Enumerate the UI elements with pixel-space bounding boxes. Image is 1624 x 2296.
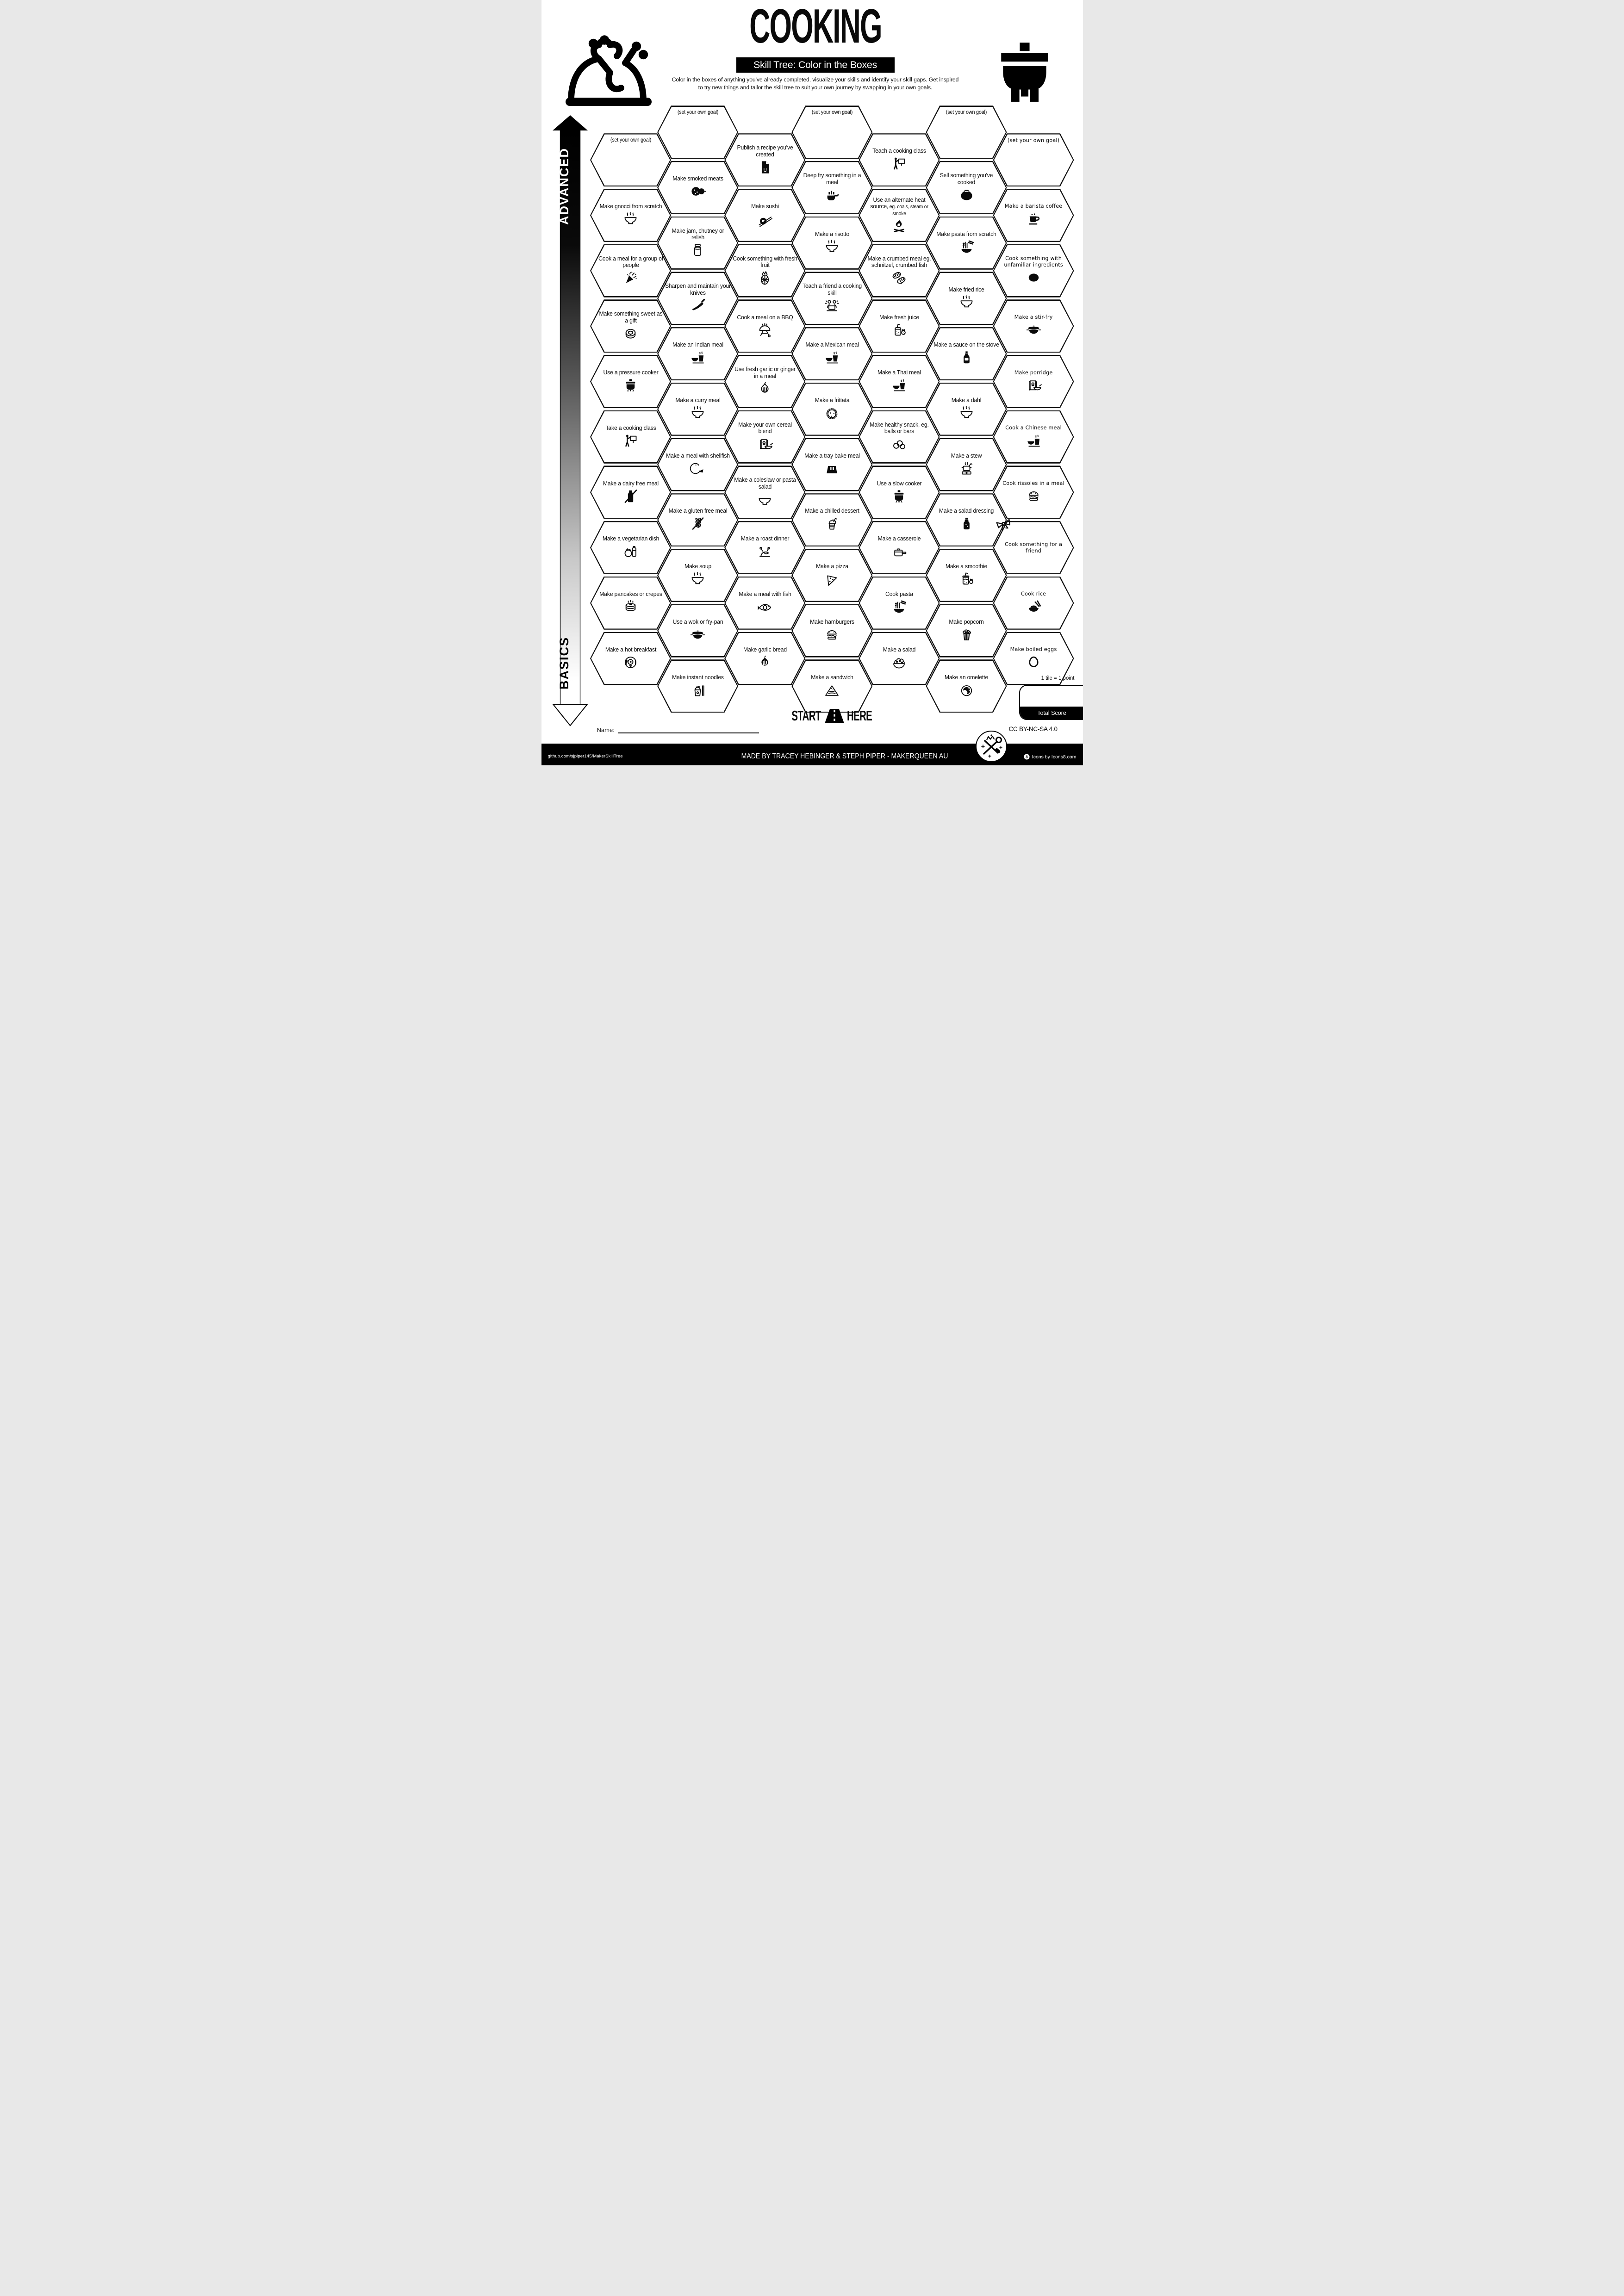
teach-friend-icon <box>824 297 840 314</box>
tile-content <box>732 467 798 517</box>
recipe-doc-icon <box>757 159 773 175</box>
name-label: Name: <box>597 726 615 733</box>
tile-label: Make a tray bake meal <box>804 452 860 459</box>
question-icon <box>1026 269 1042 286</box>
tile-label: Take a cooking class <box>605 424 656 431</box>
tile-label: (set your own goal) <box>1007 137 1060 144</box>
no-dairy-icon <box>622 488 639 504</box>
footer-icons8-text: Icons by Icons8.com <box>1032 754 1076 760</box>
footer-credits: MADE BY TRACEY HEBINGER & STEPH PIPER - MAKERQUEEN AU <box>741 752 948 760</box>
bowl-icon <box>757 491 773 508</box>
smoothie-icon <box>958 571 975 588</box>
tile-label: Make a risotto <box>815 230 849 237</box>
tile-label: Make instant noodles <box>672 673 724 681</box>
no-gluten-icon <box>690 515 706 532</box>
breakfast-plate-icon <box>622 654 639 670</box>
cereal-icon <box>757 436 773 453</box>
tile-label: Cook something with fresh fruit <box>733 254 797 269</box>
tile-label: Make a curry meal <box>675 397 721 404</box>
tile-label: Make healthy snack, eg. balls or bars <box>870 421 929 435</box>
name-input-line[interactable] <box>618 726 759 733</box>
axis-label-basics: BASICS <box>557 637 571 690</box>
tile-label: Make a meal with shellfish <box>666 452 730 459</box>
description <box>663 76 968 92</box>
tile-cook-something-for-a-friend[interactable] <box>993 521 1074 574</box>
tile-label: Make something sweet as a gift <box>599 310 662 324</box>
noodle-cup-icon <box>690 682 706 698</box>
tile-content <box>665 661 731 711</box>
tile-content <box>799 107 865 157</box>
tile-label: Make a smoothie <box>945 563 988 570</box>
tile-label: Teach a cooking class <box>872 147 926 155</box>
tile-label-sub: eg. coals, steam or smoke <box>888 204 928 217</box>
tile-content <box>866 135 932 185</box>
burger-icon <box>1026 488 1042 504</box>
tile-content <box>799 606 865 656</box>
meal-set-icon <box>824 349 840 366</box>
garlic-solid-icon <box>757 654 773 670</box>
steam-bowl-icon <box>622 211 639 228</box>
tile-content <box>597 357 664 406</box>
tile-content <box>732 301 798 351</box>
sauce-bottle-icon <box>958 349 975 366</box>
casserole-icon <box>891 543 907 560</box>
tile-content <box>732 135 798 185</box>
schnitzel-icon <box>891 270 907 286</box>
omelette-icon <box>958 682 975 698</box>
tile-content <box>665 329 731 379</box>
fry-basket-icon <box>824 186 840 203</box>
steam-bowl-icon <box>958 294 975 310</box>
tile-label: Make gnocci from scratch <box>599 203 662 210</box>
tile-label: (set your own goal) <box>946 110 987 116</box>
subtitle-banner: Skill Tree: Color in the Boxes <box>736 57 895 73</box>
juice-icon <box>891 322 907 338</box>
tile-label: Make a crumbed meal eg. schnitzel, crumbed fish <box>867 254 931 269</box>
instructor-icon <box>622 432 639 449</box>
meal-set-icon <box>891 377 907 394</box>
egg-icon <box>1026 654 1042 670</box>
pressure-cooker-icon <box>891 488 907 504</box>
tile-content <box>866 301 932 351</box>
tile-content <box>799 440 865 490</box>
tile-label: Cook pasta <box>885 590 913 598</box>
steam-bowl-icon <box>824 238 840 255</box>
sandwich-icon <box>824 682 840 698</box>
tile-content <box>799 218 865 268</box>
tile-label: Make a dahl <box>951 397 982 404</box>
tile-make-a-stir-fry[interactable] <box>993 299 1074 353</box>
tile-content <box>597 412 664 462</box>
pressure-cooker-icon <box>622 377 639 394</box>
tile-make-a-barista-coffee[interactable] <box>993 189 1074 242</box>
road-icon <box>824 708 845 724</box>
description-line1: Color in the boxes of anything you've already completed, visualize your skills and identify your skill gaps. Get inspired <box>672 76 959 83</box>
tile-content <box>1001 578 1067 628</box>
vegetables-icon <box>622 543 639 560</box>
tile-label: Make fried rice <box>948 285 984 293</box>
tile-label: Make a pizza <box>815 563 848 570</box>
tile-label: Cook something for a friend <box>1005 541 1063 554</box>
tile-content <box>866 523 932 572</box>
tile-label: Make popcorn <box>949 618 984 625</box>
start-here-marker <box>769 707 894 725</box>
tile-content <box>933 551 1000 600</box>
pancakes-icon <box>622 599 639 615</box>
score-note: 1 tile = 1 point <box>1041 676 1075 681</box>
tile-label: (set your own goal) <box>677 110 718 116</box>
tile-content <box>665 551 731 600</box>
tile-content <box>866 578 932 628</box>
coffee-icon <box>1026 211 1042 227</box>
tile-content <box>665 163 731 212</box>
tile-content <box>1001 357 1067 406</box>
tile-content <box>597 523 664 572</box>
steam-bowl-icon <box>690 571 706 588</box>
tile-content <box>732 634 798 683</box>
tile-content <box>933 385 1000 434</box>
roast-icon <box>757 543 773 560</box>
tile-label: Make a Thai meal <box>877 369 921 376</box>
tile-label: Make a coleslaw or pasta salad <box>734 476 796 490</box>
tile-label: Make a gluten free meal <box>668 507 727 515</box>
tile-content <box>732 578 798 628</box>
tile-make-porridge[interactable] <box>993 355 1074 408</box>
tile-content <box>1001 246 1067 296</box>
cooking-skill-tree-poster <box>541 0 1083 765</box>
tile-label: Make a dairy free meal <box>603 479 659 487</box>
tile-label: Make a hot breakfast <box>605 645 656 653</box>
tile-content <box>732 523 798 572</box>
rice-icon <box>1026 598 1042 615</box>
tile-content <box>665 385 731 434</box>
tile-content <box>665 107 731 157</box>
tile-label: Teach a friend a cooking skill <box>802 282 862 296</box>
tile-label: Make garlic bread <box>743 645 787 653</box>
salad-icon <box>891 654 907 670</box>
sushi-icon <box>757 211 773 228</box>
tile-content <box>866 634 932 683</box>
tile-label: Make hamburgers <box>809 618 854 625</box>
stew-pot-icon <box>958 460 975 477</box>
tile-label: Make your own cereal blend <box>738 421 792 435</box>
tile-label: Deep fry something in a meal <box>803 171 861 186</box>
tile-content <box>799 329 865 379</box>
tile-cook-a-chinese-meal[interactable] <box>993 410 1074 464</box>
tile-content <box>1001 301 1067 351</box>
tile-label: Cook rice <box>1021 591 1046 597</box>
tile-label: Make jam, chutney or relish <box>672 227 724 241</box>
axis-label-advanced: ADVANCED <box>557 148 571 225</box>
tile-content <box>1001 191 1067 240</box>
here-label: HERE <box>847 707 872 724</box>
steam-bowl-icon <box>690 405 706 422</box>
fish-icon <box>757 599 773 615</box>
footer-icons8-credit[interactable] <box>1024 754 1076 760</box>
tile-content <box>597 467 664 517</box>
tile-label: Make a salad <box>883 645 916 653</box>
pizza-slice-icon <box>824 571 840 588</box>
tile-content <box>1001 467 1067 517</box>
tile-cook-something-with-unfamiliar-ingredients[interactable] <box>993 244 1074 298</box>
tile-content <box>665 495 731 545</box>
tile-label: Make porridge <box>1014 369 1053 376</box>
footer-repo-link[interactable]: github.com/sjpiper145/MakerSkillTree <box>548 754 623 759</box>
icons8-logo-icon <box>1024 754 1030 760</box>
tile-label: Sell something you've cooked <box>940 171 993 186</box>
goal-tile[interactable] <box>993 133 1074 186</box>
tile-content <box>799 495 865 545</box>
tile-label: Make pancakes or crepes <box>599 590 662 598</box>
shrimp-icon <box>690 460 706 477</box>
tile-content <box>866 357 932 406</box>
tile-label: Make pasta from scratch <box>936 230 996 237</box>
tile-label: Make a frittata <box>815 397 850 404</box>
tile-content <box>799 661 865 711</box>
money-bag-icon <box>958 186 975 203</box>
tile-label: Make an omelette <box>944 673 989 681</box>
tile-label: Use an alternate heat source, eg. coals, steam or smoke <box>870 196 928 217</box>
tile-content <box>665 606 731 656</box>
tile-content <box>933 273 1000 323</box>
tile-label: Make a chilled dessert <box>805 507 859 515</box>
tile-label: Make a Mexican meal <box>805 341 859 348</box>
wok-icon <box>690 626 706 643</box>
tile-content <box>866 191 932 240</box>
tile-content <box>597 191 664 240</box>
tile-label: Use a wok or fry-pan <box>672 618 723 625</box>
snack-balls-icon <box>891 436 907 453</box>
tile-label: Use a slow cooker <box>877 479 922 487</box>
party-popper-icon <box>622 270 639 286</box>
tile-label: Make soup <box>684 563 711 570</box>
tile-content <box>799 385 865 434</box>
popcorn-icon <box>958 626 975 643</box>
tile-label: Make a stew <box>951 452 982 459</box>
cereal-icon <box>1026 377 1042 394</box>
tile-content <box>665 273 731 323</box>
tile-label: Make fresh juice <box>879 313 919 321</box>
instructor-icon <box>891 155 907 172</box>
tile-content <box>597 246 664 296</box>
tile-content <box>732 357 798 406</box>
tile-label: Make a barista coffee <box>1004 203 1063 210</box>
pasta-icon <box>958 238 975 255</box>
tile-content <box>866 412 932 462</box>
tile-cook-rice[interactable] <box>993 577 1074 630</box>
total-score-label: Total Score <box>1020 707 1083 719</box>
tile-content <box>866 246 932 296</box>
tile-label: Cook a meal on a BBQ <box>737 313 793 321</box>
tile-label: Cook something with unfamiliar ingredients <box>1004 255 1063 268</box>
tile-content <box>799 163 865 212</box>
wok-icon <box>1026 322 1042 338</box>
tile-content <box>933 107 1000 157</box>
tile-content <box>799 273 865 323</box>
tile-content <box>933 606 1000 656</box>
tile-content <box>665 218 731 268</box>
tile-label: Sharpen and maintain your knives <box>665 282 731 296</box>
sweet-roll-icon <box>622 325 639 341</box>
tile-label: Cook rissoles in a meal <box>1002 480 1064 486</box>
frittata-icon <box>824 405 840 422</box>
knife-icon <box>690 297 706 314</box>
page-title: COOKING <box>749 0 882 53</box>
tile-content <box>732 246 798 296</box>
tile-label: (set your own goal) <box>811 110 852 116</box>
dressing-bottle-icon <box>958 515 975 532</box>
garlic-icon <box>757 380 773 397</box>
pasta-icon <box>891 599 907 615</box>
tile-label: Make a roast dinner <box>740 535 789 542</box>
tile-content <box>933 440 1000 490</box>
jar-icon <box>690 242 706 259</box>
dessert-icon <box>824 515 840 532</box>
tile-content <box>866 467 932 517</box>
steam-bowl-icon <box>958 405 975 422</box>
tile-content <box>732 191 798 240</box>
tile-content <box>597 301 664 351</box>
makerqueen-logo-icon <box>975 730 1008 763</box>
tile-content <box>933 661 1000 711</box>
tile-label: (set your own goal) <box>610 137 651 143</box>
tile-label: Make sushi <box>751 203 779 210</box>
bbq-icon <box>757 322 773 338</box>
start-label: START <box>791 707 821 724</box>
tile-label: Make smoked meats <box>672 175 723 182</box>
campfire-icon <box>891 217 907 234</box>
tile-content <box>1001 412 1067 462</box>
tile-content <box>933 495 1000 545</box>
tile-content <box>933 163 1000 212</box>
tile-content <box>732 412 798 462</box>
salami-icon <box>690 183 706 200</box>
tile-label: Publish a recipe you've created <box>737 144 793 158</box>
total-score-box[interactable] <box>1019 685 1083 720</box>
tile-content <box>799 551 865 600</box>
description-line2: to try new things and tailor the skill tree to suit your own journey by swapping in your own goals. <box>698 84 933 91</box>
license-text: CC BY-NC-SA 4.0 <box>1008 726 1058 732</box>
roast-turkey-icon <box>563 35 657 107</box>
tile-content <box>597 634 664 683</box>
tile-label: Make an Indian meal <box>672 341 723 348</box>
tile-content <box>933 218 1000 268</box>
name-field <box>597 726 759 733</box>
tile-label: Make a sandwich <box>810 673 853 681</box>
cauldron-icon <box>994 41 1055 105</box>
tile-content <box>665 440 731 490</box>
tile-label: Use fresh garlic or ginger in a meal <box>734 365 796 379</box>
tile-label: Make a vegetarian dish <box>602 535 659 542</box>
tile-label: Make a stir-fry <box>1014 314 1053 320</box>
svg-text:8: 8 <box>1025 754 1028 759</box>
tile-content <box>597 135 664 185</box>
tray-icon <box>824 460 840 477</box>
tile-cook-rissoles-in-a-meal[interactable] <box>993 465 1074 519</box>
tile-label: Cook a meal for a group of people <box>598 254 663 269</box>
tile-content <box>933 329 1000 379</box>
meal-set-icon <box>1026 432 1042 449</box>
pineapple-icon <box>757 270 773 286</box>
tile-label: Make a sauce on the stove <box>933 341 999 348</box>
burger-icon <box>824 626 840 643</box>
tile-content <box>1001 135 1067 185</box>
tile-label: Make a meal with fish <box>738 590 791 598</box>
meal-set-icon <box>690 349 706 366</box>
tile-label: Make a salad dressing <box>939 507 994 515</box>
tile-label: Use a pressure cooker <box>603 369 658 376</box>
tile-label: Make a casserole <box>877 535 921 542</box>
tile-content <box>597 578 664 628</box>
tile-label: Make boiled eggs <box>1010 646 1057 652</box>
tile-label: Cook a Chinese meal <box>1005 425 1062 431</box>
